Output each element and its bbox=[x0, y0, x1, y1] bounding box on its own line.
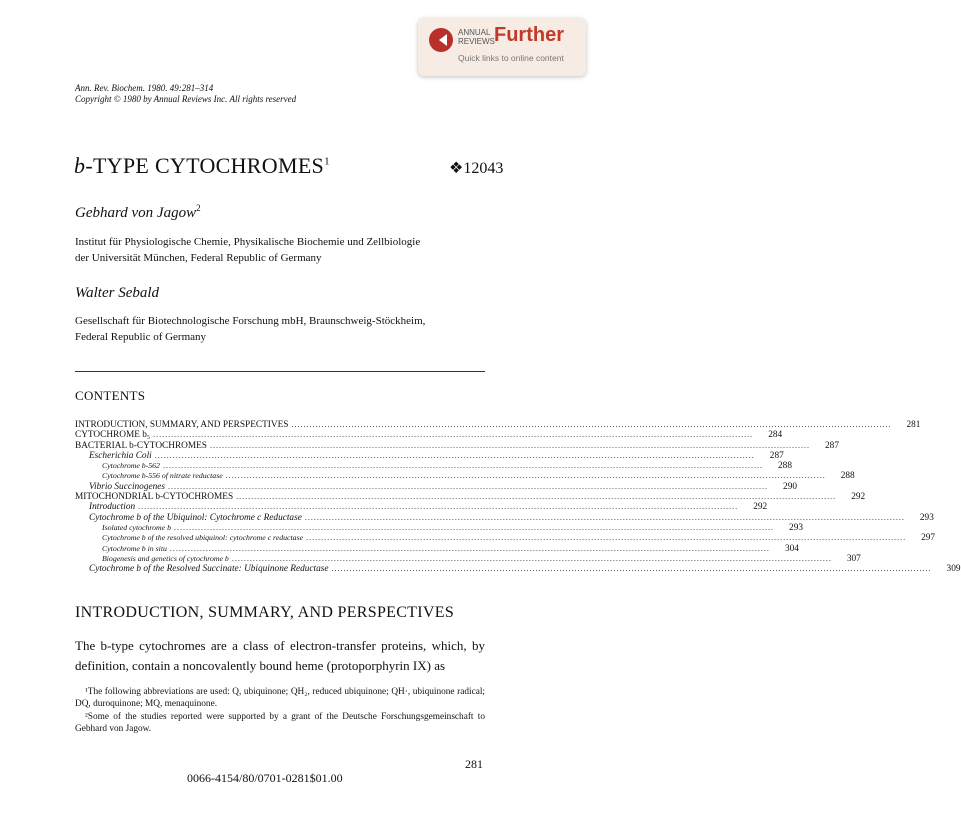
body-paragraph: The b-type cytochromes are a class of electron-transfer proteins, which, by definition, contain a noncovalently bound heme (protoporphyrin IX) as bbox=[75, 638, 485, 673]
toc-entry[interactable] bbox=[75, 564, 961, 575]
toc-entry-label: Cytochrome b in situ bbox=[102, 543, 167, 553]
toc-entry[interactable] bbox=[75, 553, 861, 564]
toc-leader: ........................................................................................................................................................................................................ bbox=[231, 553, 832, 563]
toc-entry[interactable] bbox=[75, 543, 799, 554]
toc-entry-page: 287 bbox=[825, 440, 839, 451]
toc-entry-label: Cytochrome b-562 bbox=[102, 461, 160, 471]
contents-heading: CONTENTS bbox=[75, 388, 146, 403]
toc-leader: ........................................................................................................................................................................................................ bbox=[236, 492, 837, 502]
toc-leader: ........................................................................................................................................................................................................ bbox=[154, 450, 755, 460]
toc-entry-label: CYTOCHROME b₅ bbox=[75, 430, 151, 441]
toc-entry-page: 288 bbox=[778, 461, 792, 472]
toc-leader: ........................................................................................................................................................................................................ bbox=[168, 481, 768, 491]
toc-entry-label: MITOCHONDRIAL b-CYTOCHROMES bbox=[75, 492, 234, 503]
table-of-contents bbox=[75, 420, 961, 575]
footnote: ¹The following abbreviations are used: Q, ubiquinone; QH₂, reduced ubiquinone; QH·, ubiquinone radical; DQ, duroquinone; MQ, menaquinone. bbox=[75, 687, 485, 709]
divider bbox=[75, 371, 485, 372]
toc-entry-label: Introduction bbox=[89, 502, 136, 513]
toc-leader: ........................................................................................................................................................................................................ bbox=[174, 522, 774, 532]
toc-leader: ........................................................................................................................................................................................................ bbox=[209, 440, 810, 450]
toc-entry[interactable] bbox=[75, 450, 784, 461]
toc-entry-page: 309 bbox=[946, 564, 961, 575]
toc-entry[interactable] bbox=[75, 492, 866, 503]
publisher-name: ANNUAL REVIEWS bbox=[458, 28, 495, 46]
journal-citation: Ann. Rev. Biochem. 1980. 49:281–314 bbox=[75, 83, 214, 93]
toc-leader: ........................................................................................................................................................................................................ bbox=[306, 533, 907, 543]
toc-entry-page: 293 bbox=[919, 512, 934, 523]
toc-entry-label: Cytochrome b-556 of nitrate reductase bbox=[102, 471, 223, 481]
further-banner[interactable] bbox=[418, 18, 586, 76]
toc-entry[interactable] bbox=[75, 461, 792, 472]
toc-entry-label: Cytochrome b of the Ubiquinol: Cytochrome c Reductase bbox=[89, 512, 302, 523]
toc-entry[interactable] bbox=[75, 420, 921, 430]
toc-entry-label: Cytochrome b of the Resolved Succinate: Ubiquinone Reductase bbox=[89, 564, 329, 575]
toc-entry-label: Vibrio Succinogenes bbox=[89, 481, 165, 492]
toc-entry-page: 284 bbox=[768, 430, 783, 441]
toc-entry[interactable] bbox=[75, 481, 797, 492]
toc-entry[interactable] bbox=[75, 430, 783, 441]
toc-leader: ........................................................................................................................................................................................................ bbox=[153, 430, 754, 440]
page-number: 281 bbox=[465, 757, 483, 771]
toc-entry-page: 288 bbox=[840, 471, 855, 482]
author-affiliation: Institut für Physiologische Chemie, Physikalische Biochemie und Zellbiologie der Universität München, Federal Republic of Germany bbox=[75, 236, 421, 264]
further-label: Further bbox=[494, 24, 564, 46]
toc-entry[interactable] bbox=[75, 512, 934, 523]
toc-leader: ........................................................................................................................................................................................................ bbox=[304, 512, 905, 522]
title-footnote-marker: 1 bbox=[324, 155, 330, 168]
article-id: ❖12043 bbox=[449, 160, 504, 177]
author-affiliation: Gesellschaft für Biotechnologische Forschung mbH, Braunschweig-Stöckheim, Federal Republic of Germany bbox=[75, 315, 426, 343]
toc-entry-page: 281 bbox=[906, 420, 921, 430]
toc-entry-page: 287 bbox=[769, 450, 784, 461]
article-code: 0066-4154/80/0701-0281$01.00 bbox=[187, 771, 343, 785]
toc-entry-page: 293 bbox=[789, 522, 803, 533]
toc-leader: ........................................................................................................................................................................................................ bbox=[291, 420, 892, 429]
toc-leader: ........................................................................................................................................................................................................ bbox=[162, 461, 763, 471]
toc-entry-label: Biogenesis and genetics of cytochrome b bbox=[102, 553, 229, 563]
toc-entry[interactable] bbox=[75, 533, 936, 544]
toc-entry[interactable] bbox=[75, 522, 803, 533]
toc-entry-label: Escherichia Coli bbox=[89, 450, 152, 461]
toc-entry-page: 304 bbox=[784, 543, 799, 554]
author-name: Gebhard von Jagow$^2$ bbox=[75, 203, 201, 221]
footnote: ²Some of the studies reported were supported by a grant of the Deutsche Forschungsgemeinschaft to Gebhard von Jagow. bbox=[75, 712, 485, 734]
section-heading: INTRODUCTION, SUMMARY, AND PERSPECTIVES bbox=[75, 604, 455, 621]
author-name: Walter Sebald bbox=[75, 285, 160, 301]
toc-entry-label: INTRODUCTION, SUMMARY, AND PERSPECTIVES bbox=[75, 420, 289, 430]
citation bbox=[75, 83, 296, 105]
toc-leader: ........................................................................................................................................................................................................ bbox=[331, 564, 932, 574]
toc-entry-label: Cytochrome b of the resolved ubiquinol: cytochrome c reductase bbox=[102, 533, 304, 543]
toc-entry-page: 307 bbox=[846, 553, 861, 564]
toc-entry[interactable] bbox=[75, 471, 855, 482]
toc-leader: ........................................................................................................................................................................................................ bbox=[169, 543, 770, 553]
toc-entry-label: Isolated cytochrome b bbox=[102, 522, 171, 532]
toc-leader: ........................................................................................................................................................................................................ bbox=[225, 471, 826, 481]
toc-entry-page: 297 bbox=[921, 533, 936, 544]
toc-entry[interactable] bbox=[75, 440, 839, 451]
annual-reviews-logo-icon bbox=[429, 28, 453, 52]
toc-leader: ........................................................................................................................................................................................................ bbox=[138, 502, 739, 512]
toc-entry[interactable] bbox=[75, 502, 768, 513]
article-title: b-TYPE CYTOCHROMES$^1$ bbox=[74, 153, 330, 178]
toc-entry-label: BACTERIAL b-CYTOCHROMES bbox=[75, 440, 207, 451]
quick-links-text: Quick links to online content bbox=[458, 53, 564, 63]
copyright-line: Copyright © 1980 by Annual Reviews Inc. All rights reserved bbox=[75, 94, 297, 104]
toc-entry-page: 290 bbox=[783, 481, 797, 492]
toc-entry-page: 292 bbox=[753, 502, 768, 513]
toc-entry-page: 292 bbox=[851, 492, 866, 503]
